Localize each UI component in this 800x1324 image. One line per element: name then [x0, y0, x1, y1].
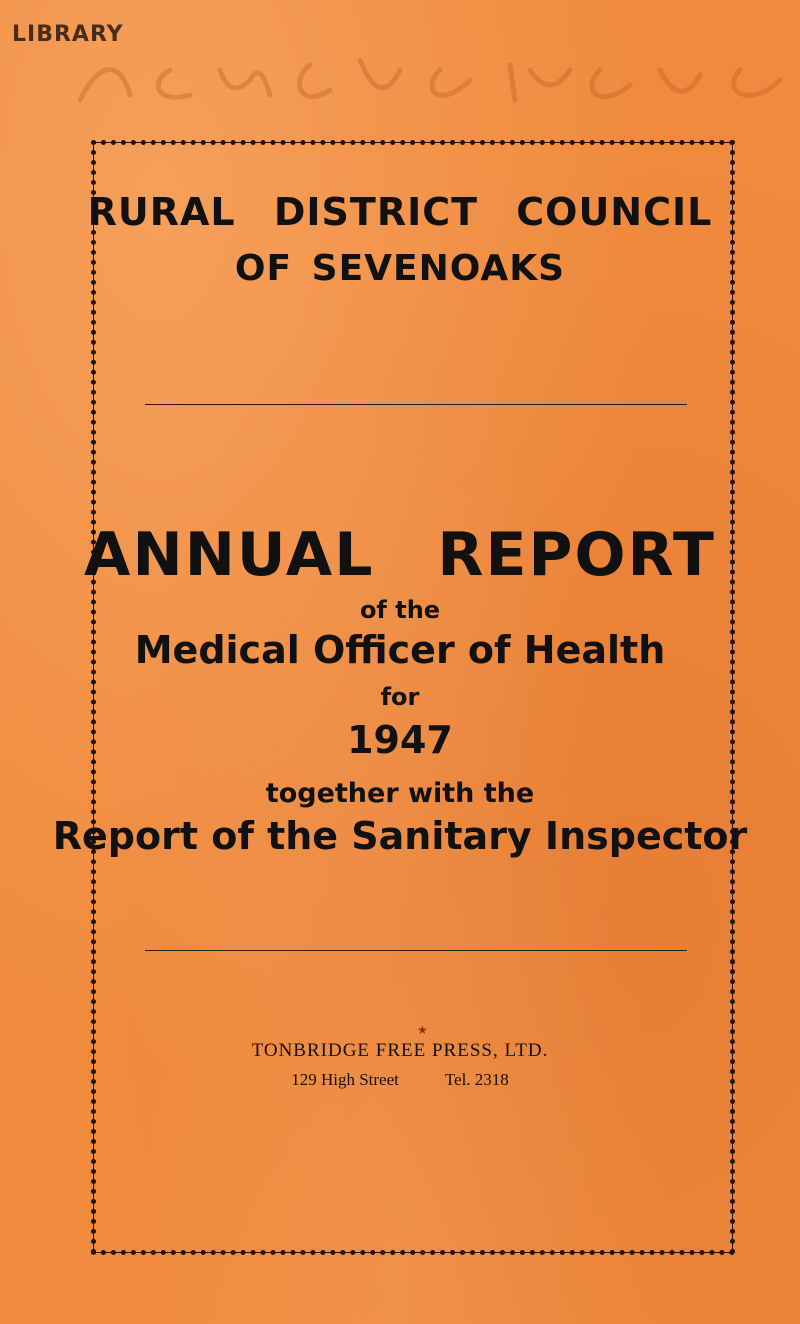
bottom-divider	[145, 950, 687, 951]
printer-name: TONBRIDGE FREE PRESS, LTD.	[251, 1040, 549, 1061]
for-text: for	[380, 683, 420, 711]
sanitary-report-title: Report of the Sanitary Inspector	[52, 814, 748, 858]
together-text: together with the	[265, 778, 535, 809]
of-the-text: of the	[359, 596, 441, 624]
top-divider	[145, 404, 687, 405]
handwritten-annotation	[60, 40, 800, 120]
council-place: OF SEVENOAKS	[234, 248, 566, 289]
printer-address-line	[0, 1070, 800, 1090]
officer-title: Medical Officer of Health	[134, 628, 666, 672]
star-ornament-icon: ★	[417, 1023, 428, 1037]
report-year: 1947	[347, 718, 453, 762]
report-title: ANNUAL REPORT	[84, 520, 716, 590]
printer-telephone: Tel. 2318	[444, 1070, 509, 1089]
council-name: RURAL DISTRICT COUNCIL	[87, 190, 713, 234]
library-stamp: LIBRARY	[12, 22, 124, 47]
printer-address: 129 High Street	[291, 1070, 399, 1089]
